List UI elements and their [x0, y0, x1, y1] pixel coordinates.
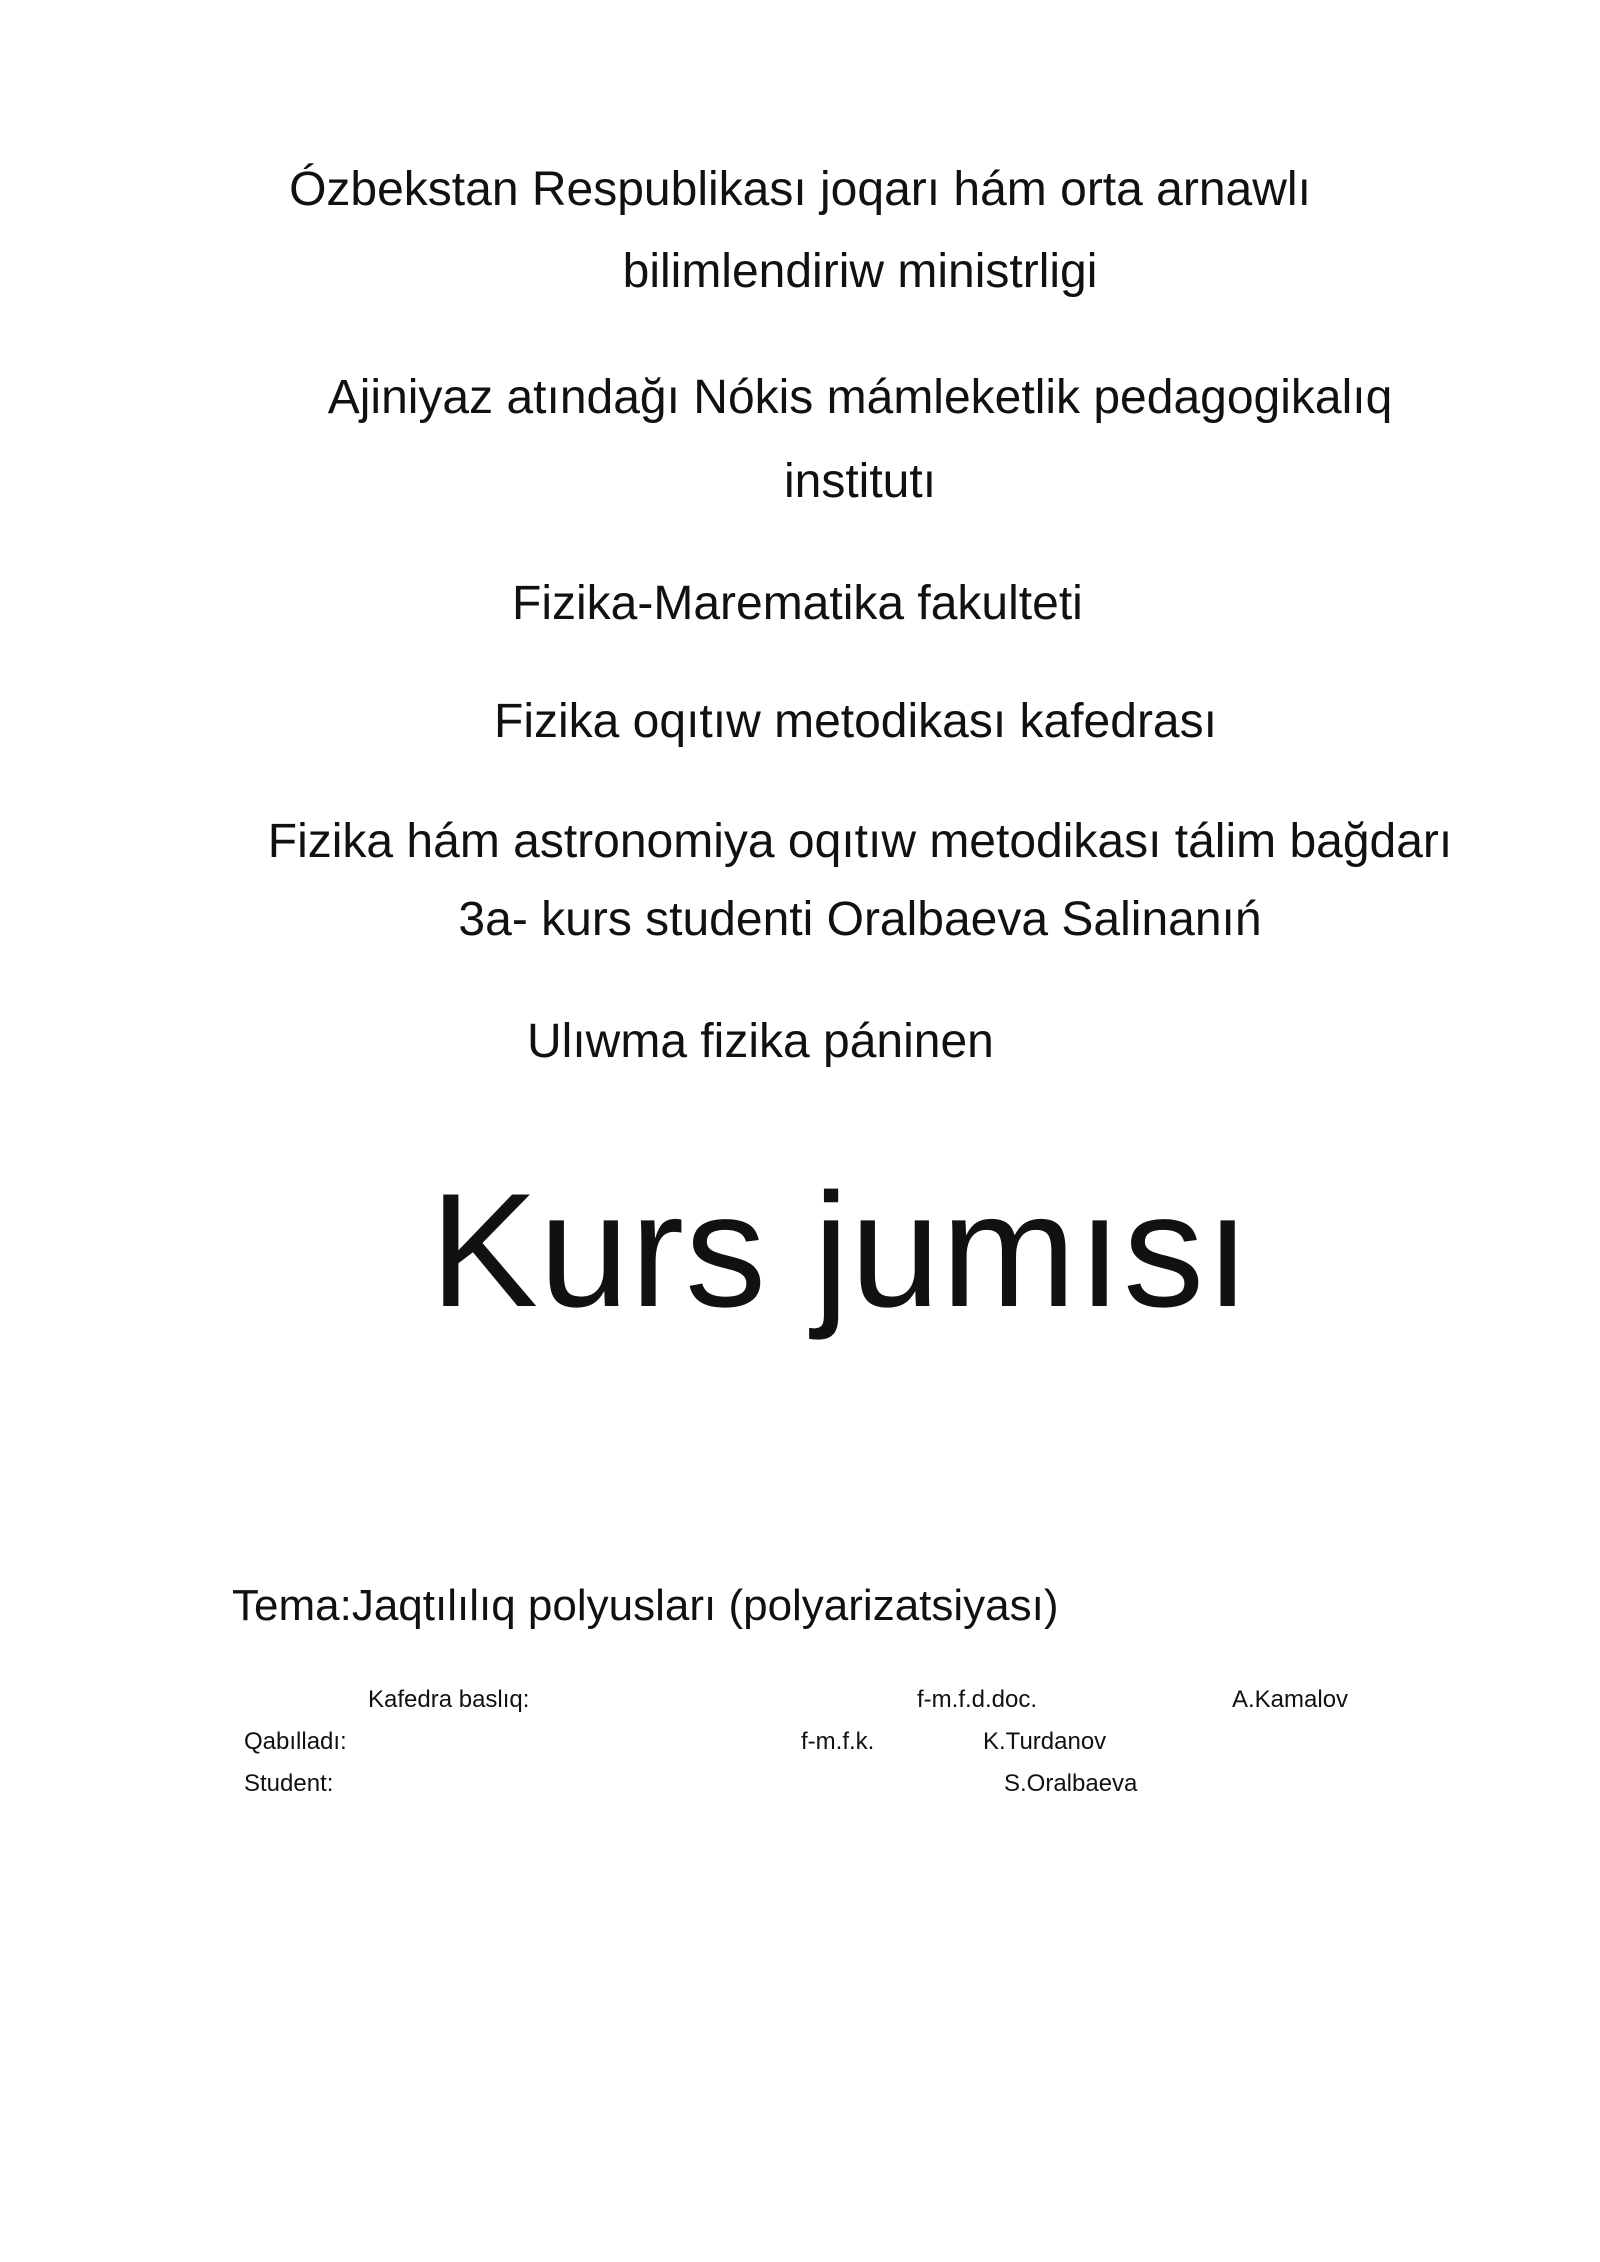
- student-name: S.Oralbaeva: [1004, 1770, 1138, 1797]
- program-line-2: 3a- kurs studenti Oralbaeva Salinanıń: [458, 893, 1262, 946]
- head-label: Kafedra baslıq:: [368, 1686, 530, 1713]
- faculty-name: Fizika-Marematika fakulteti: [512, 577, 1083, 630]
- accepted-name: K.Turdanov: [983, 1728, 1107, 1755]
- student-label: Student:: [244, 1770, 334, 1797]
- ministry-line-1: Ózbekstan Respublikası joqarı hám orta arnawlı: [289, 163, 1311, 216]
- head-degree: f-m.f.d.doc.: [917, 1686, 1038, 1713]
- institute-line-1: Ajiniyaz atındağı Nókis mámleketlik pedagogikalıq: [327, 371, 1393, 424]
- head-name: A.Kamalov: [1232, 1686, 1349, 1713]
- accepted-degree: f-m.f.k.: [801, 1728, 875, 1755]
- document-title: Kurs jumısı: [430, 1160, 1252, 1341]
- topic-line: Tema:Jaqtılılıq polyusları (polyarizatsiyası): [232, 1581, 1059, 1630]
- department-name: Fizika oqıtıw metodikası kafedrası: [494, 695, 1217, 748]
- subject-line: Ulıwma fizika páninen: [527, 1015, 994, 1068]
- program-line-1: Fizika hám astronomiya oqıtıw metodikası tálim bağdarı: [267, 815, 1453, 868]
- ministry-line-2: bilimlendiriw ministrligi: [622, 245, 1098, 298]
- institute-line-2: institutı: [783, 455, 937, 508]
- accepted-label: Qabılladı:: [244, 1728, 347, 1755]
